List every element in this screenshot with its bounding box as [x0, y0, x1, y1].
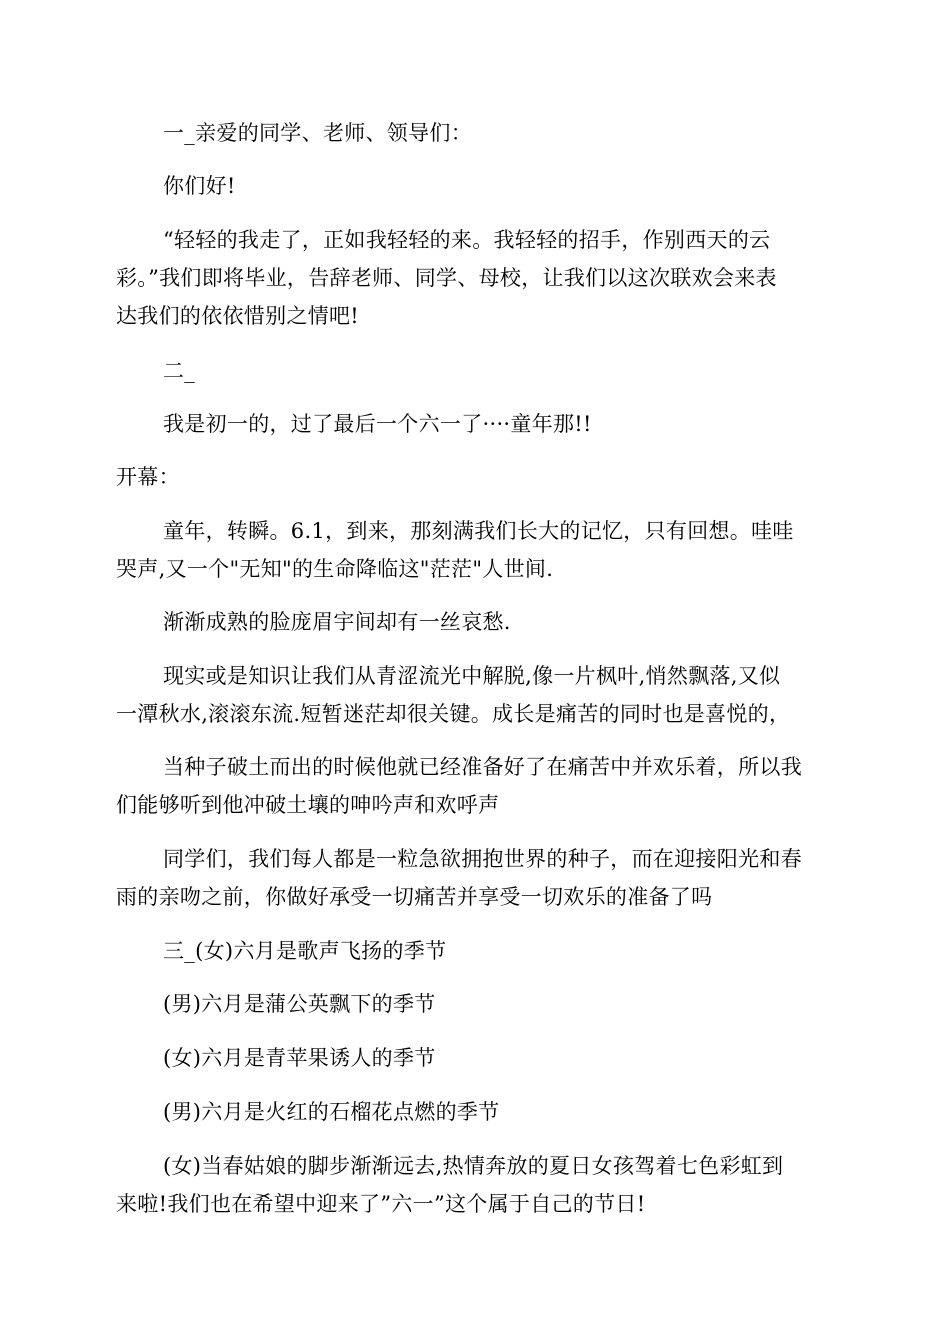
text-line: 一潭秋水,滚滚东流.短暂迷茫却很关键。成长是痛苦的同时也是喜悦的， — [116, 702, 791, 726]
paragraph-maturing — [116, 603, 836, 641]
paragraph-dandelion — [116, 985, 836, 1023]
text-line: 当种子破土而出的时候他就已经准备好了在痛苦中并欢乐着，所以我 — [163, 755, 802, 779]
paragraph-greeting — [116, 114, 836, 152]
text-line: (男)六月是蒲公英飘下的季节 — [163, 992, 436, 1016]
text-line: “轻轻的我走了，正如我轻轻的来。我轻轻的招手，作别西天的云 — [163, 228, 771, 252]
paragraph-poem-quote — [116, 221, 836, 335]
text-line: 三_(女)六月是歌声飞扬的季节 — [163, 939, 447, 963]
paragraph-apple — [116, 1039, 836, 1077]
text-line: (女)六月是青苹果诱人的季节 — [163, 1046, 436, 1070]
text-line: 来啦!我们也在希望中迎来了”六一”这个属于自己的节日! — [116, 1192, 646, 1216]
paragraph-opening — [116, 458, 836, 496]
text-line: 童年，转瞬。6.1，到来，那刻满我们长大的记忆，只有回想。哇哇 — [163, 519, 794, 543]
paragraph-section-three — [116, 932, 836, 970]
paragraph-summer — [116, 1147, 836, 1223]
paragraph-childhood — [116, 512, 836, 588]
text-line: 渐渐成熟的脸庞眉宇间却有一丝哀愁. — [163, 610, 511, 634]
paragraph-hello — [116, 167, 836, 205]
text-line: (女)当春姑娘的脚步渐渐远去,热情奔放的夏日女孩驾着七色彩虹到 — [163, 1154, 784, 1178]
paragraph-seed — [116, 748, 836, 824]
text-line: 哭声,又一个"无知"的生命降临这"茫茫"人世间. — [116, 557, 554, 581]
paragraph-reality — [116, 657, 836, 733]
text-line: (男)六月是火红的石榴花点燃的季节 — [163, 1100, 500, 1124]
paragraph-classmates — [116, 840, 836, 916]
text-line: 达我们的依依惜别之情吧! — [116, 304, 360, 328]
text-line: 二_ — [163, 359, 196, 383]
text-line: 彩。”我们即将毕业，告辞老师、同学、母校，让我们以这次联欢会来表 — [116, 266, 777, 290]
paragraph-section-two — [116, 352, 836, 390]
paragraph-pomegranate — [116, 1093, 836, 1131]
paragraph-first-year — [116, 405, 836, 443]
text-line: 开幕： — [116, 465, 180, 489]
text-line: 同学们，我们每人都是一粒急欲拥抱世界的种子，而在迎接阳光和春 — [163, 847, 802, 871]
text-line: 你们好! — [163, 174, 236, 198]
text-line: 我是初一的，过了最后一个六一了····童年那!! — [163, 412, 592, 436]
text-line: 现实或是知识让我们从青涩流光中解脱,像一片枫叶,悄然飘落,又似 — [163, 664, 781, 688]
text-line: 们能够听到他冲破土壤的呻吟声和欢呼声 — [116, 793, 500, 817]
text-line: 雨的亲吻之前，你做好承受一切痛苦并享受一切欢乐的准备了吗 — [116, 885, 713, 909]
text-line: 一_亲爱的同学、老师、领导们： — [163, 121, 472, 145]
